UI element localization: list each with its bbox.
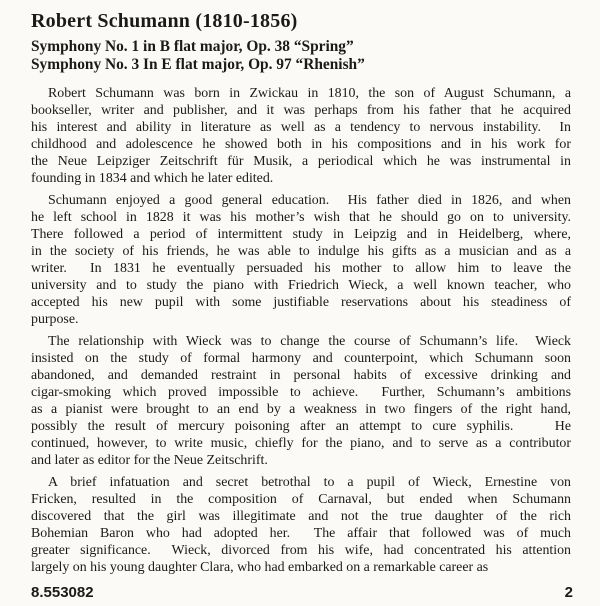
- page-footer: [31, 584, 573, 601]
- paragraph: [31, 474, 571, 576]
- text-line: writer. In 1831 he eventually persuaded his mother to allow him to leave the: [31, 261, 571, 276]
- text-line: purpose.: [31, 312, 79, 327]
- text-line: insisted on the study of formal harmony and counterpoint, which Schumann soon: [31, 351, 571, 366]
- text-line: the Neue Leipziger Zeitschrift für Musik, a periodical which he was instrumental in: [31, 154, 571, 169]
- text-line: largely on his young daughter Clara, who had embarked on a remarkable career as: [31, 560, 489, 575]
- text-line: A brief infatuation and secret betrothal to a pupil of Wieck, Ernestine von: [48, 475, 571, 490]
- page-number: 2: [564, 584, 573, 601]
- text-line: childhood and adolescence he showed both in his compositions and in his work for: [31, 137, 571, 152]
- catalog-number: 8.553082: [31, 584, 94, 601]
- text-line: Schumann enjoyed a good general education. His father died in 1826, and when: [48, 193, 571, 208]
- paragraph: [31, 192, 571, 328]
- text-line: founding in 1834 and which he later edited.: [31, 171, 274, 186]
- text-line: bookseller, writer and publisher, and it was perhaps from his father that he acquired: [31, 103, 571, 118]
- text-line: he left school in 1828 it was his mother’s wish that he should go on to university.: [31, 210, 571, 225]
- text-line: and later as editor for the Neue Zeitschrift.: [31, 453, 268, 468]
- text-line: university and to study the piano with Friedrich Wieck, a well known teacher, who: [31, 278, 571, 293]
- work-title-2: Symphony No. 3 In E flat major, Op. 97 “Rhenish”: [31, 55, 365, 73]
- text-line: greater significance. Wieck, divorced from his wife, had concentrated his attention: [31, 543, 571, 558]
- text-line: discovered that the girl was illegitimate and not the true daughter of the rich: [31, 509, 571, 524]
- text-line: Robert Schumann was born in Zwickau in 1810, the son of August Schumann, a: [48, 86, 571, 101]
- text-line: cigar-smoking which proved impossible to achieve. Further, Schumann’s ambitions: [31, 385, 571, 400]
- page-header: [31, 9, 571, 73]
- text-line: Bohemian Baron who had adopted her. The affair that followed was of much: [31, 526, 571, 541]
- text-line: Fricken, resulted in the composition of Carnaval, but ended when Schumann: [31, 492, 571, 507]
- biography-text: [31, 85, 571, 576]
- text-line: in the society of his friends, he was able to indulge his gifts as a musician and as a: [31, 244, 571, 259]
- paragraph: [31, 85, 571, 187]
- text-line: accepted his new pupil with some justifiable reservations about his steadiness of: [31, 295, 571, 310]
- text-line: possibly the result of mercury poisoning after an attempt to cure syphilis. He: [31, 419, 571, 434]
- paragraph: [31, 333, 571, 469]
- text-line: his interest and ability in literature as well as a tendency to nervous instability. In: [31, 120, 571, 135]
- page-title: Robert Schumann (1810-1856): [31, 10, 298, 32]
- work-title-1: Symphony No. 1 in B flat major, Op. 38 “Spring”: [31, 38, 354, 55]
- text-line: continued, however, to write music, chiefly for the piano, and to serve as a contributor: [31, 436, 571, 451]
- text-line: The relationship with Wieck was to change the course of Schumann’s life. Wieck: [48, 334, 571, 349]
- text-line: abandoned, and demanded restraint in personal habits of excessive drinking and: [31, 368, 571, 383]
- text-line: as a pianist were brought to an end by a weakness in two fingers of the right hand,: [31, 402, 571, 417]
- text-line: There followed a period of intermittent study in Leipzig and in Heidelberg, where,: [31, 227, 571, 242]
